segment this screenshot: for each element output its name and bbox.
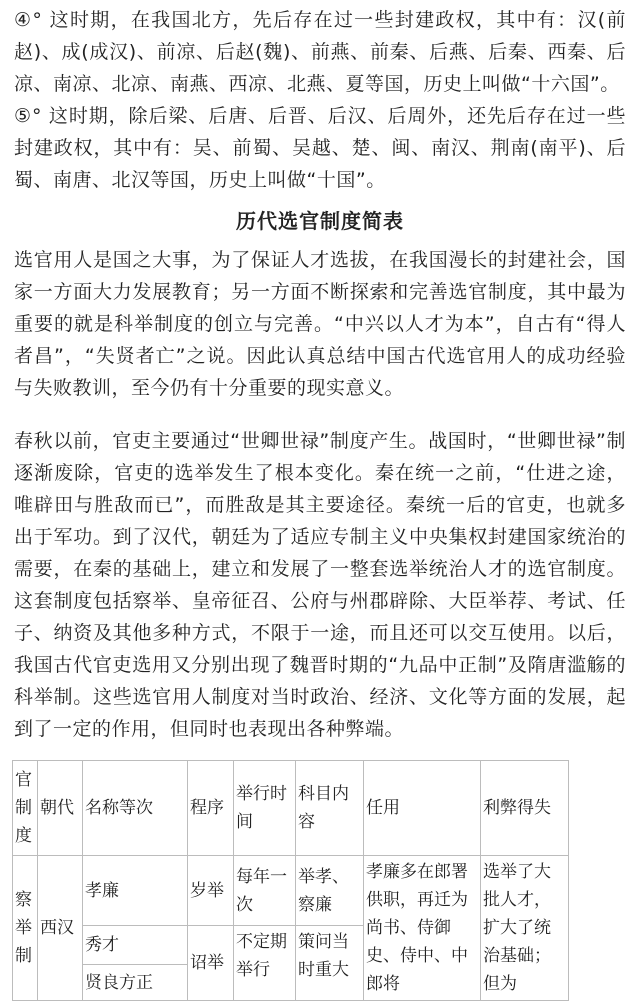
name-cell: 孝廉 bbox=[83, 856, 188, 926]
appointment-cell: 孝廉多在郎署供职，再迁为尚书、侍御史、侍中、中郎将 bbox=[364, 856, 481, 1001]
header-subjects: 科目内容 bbox=[296, 761, 364, 856]
history-paragraph: 春秋以前，官吏主要通过“世卿世禄”制度产生。战国时，“世卿世禄”制逐渐废除，官吏的选举发生了根本变化。秦在统一之前，“仕进之途，唯辟田与胜敌而已”，而胜敌是其主要途径。秦统一后的官吏，也就多出于军功。到了汉代，朝廷为了适应专制主义中央集权封建国家统治的需要，在秦的基础上，建立和发展了一整套选举统治人才的选官制度。这套制度包括察举、皇帝征召、公府与州郡辟除、大臣举荐、考试、任子、纳资及其他多种方式，不限于一途，而且还可以交互使用。以后，我国古代官吏选用又分别出现了魏晋时期的“九品中正制”及隋唐滥觞的科举制。这些选官用人制度对当时政治、经济、文化等方面的发展，起到了一定的作用，但同时也表现出各种弊端。 bbox=[14, 430, 626, 740]
header-time: 举行时间 bbox=[234, 761, 296, 856]
selection-system-table bbox=[12, 760, 569, 1001]
header-name: 名称等次 bbox=[83, 761, 188, 856]
dynasty-cell: 西汉 bbox=[38, 856, 83, 1001]
name-cell: 贤良方正 bbox=[83, 965, 188, 1001]
table-header-row bbox=[13, 761, 569, 856]
time-cell: 不定期举行 bbox=[234, 926, 296, 1001]
header-dynasty: 朝代 bbox=[38, 761, 83, 856]
header-appointment: 任用 bbox=[364, 761, 481, 856]
system-cell: 察举制 bbox=[13, 856, 38, 1001]
subjects-cell: 策问当时重大 bbox=[296, 926, 364, 1001]
table-row bbox=[13, 856, 569, 926]
procedure-cell: 岁举 bbox=[188, 856, 234, 926]
time-cell: 每年一次 bbox=[234, 856, 296, 926]
note-4: ④° 这时期，在我国北方，先后存在过一些封建政权，其中有：汉(前赵)、成(成汉)、前凉、后赵(魏)、前燕、前秦、后燕、后秦、西秦、后凉、南凉、北凉、南燕、西凉、北燕、夏等国，历史上叫做“十六国”。 bbox=[14, 9, 626, 95]
procedure-cell: 诏举 bbox=[188, 926, 234, 1001]
subjects-cell: 举孝、察廉 bbox=[296, 856, 364, 926]
evaluation-cell: 选举了大批人才，扩大了统治基础；但为 bbox=[481, 856, 569, 1001]
note-5: ⑤° 这时期，除后梁、后唐、后晋、后汉、后周外，还先后存在过一些封建政权，其中有：吴、前蜀、吴越、楚、闽、南汉、荆南(南平)、后蜀、南唐、北汉等国，历史上叫做“十国”。 bbox=[14, 105, 626, 191]
intro-paragraph: 选官用人是国之大事，为了保证人才选拔，在我国漫长的封建社会，国家一方面大力发展教育；另一方面不断探索和完善选官制度，其中最为重要的就是科举制度的创立与完善。“中兴以人才为本”，自古有“得人者昌”，“失贤者亡”之说。因此认真总结中国古代选官用人的成功经验与失败教训，至今仍有十分重要的现实意义。 bbox=[14, 249, 626, 399]
header-system: 官制度 bbox=[13, 761, 38, 856]
header-procedure: 程序 bbox=[188, 761, 234, 856]
name-cell: 秀才 bbox=[83, 926, 188, 965]
section-title: 历代选官制度简表 bbox=[236, 209, 404, 233]
header-evaluation: 利弊得失 bbox=[481, 761, 569, 856]
intro-notes bbox=[14, 4, 626, 196]
